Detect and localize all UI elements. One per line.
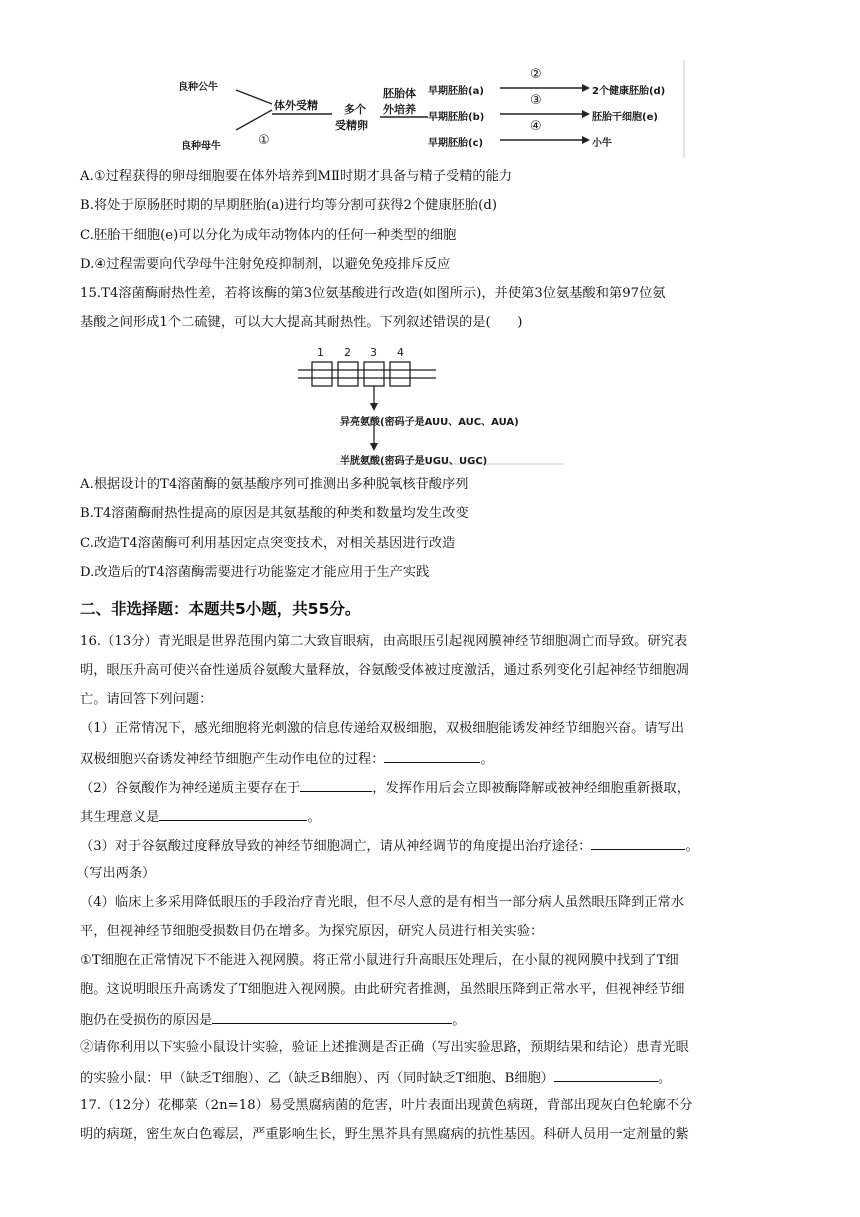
q16-part4-prompt: 胞仍在受损伤的原因是: [80, 1013, 213, 1028]
output-e-label: 胚胎干细胞(e): [592, 112, 658, 123]
cysteine-label: 半胱氨酸(密码子是UGU、UGC): [340, 456, 488, 467]
q15-stem-line1: 15.T4溶菌酶耐热性差，若将该酶的第3位氨基酸进行改造(如图所示)，并使第3位氨基酸和第97位氨: [80, 286, 666, 301]
q16-part1-line1: （1）正常情况下，感光细胞将光刺激的信息传递给双极细胞，双极细胞能诱发神经节细胞兴奋。请写出: [80, 721, 685, 736]
q16-part4-blank2[interactable]: [554, 1068, 658, 1082]
q14-option-a: A.①过程获得的卵母细胞要在体外培养到MⅡ时期才具备与精子受精的能力: [80, 169, 513, 184]
q16-part3-prompt: （3）对于谷氨酸过度释放导致的神经节细胞凋亡，请从神经调节的角度提出治疗途径：: [80, 839, 592, 854]
q16-part2-blank2[interactable]: [159, 807, 307, 821]
q16-line2: 明，眼压升高可使兴奋性递质谷氨酸大量释放，谷氨酸受体被过度激活，通过系列变化引起神经节细胞凋: [80, 663, 689, 678]
q15-option-b: B.T4溶菌酶耐热性提高的原因是其氨基酸的种类和数量均发生改变: [80, 506, 469, 521]
cow-label: 良种母牛: [181, 141, 221, 152]
q16-part4-line1: （4）临床上多采用降低眼压的手段治疗青光眼，但不尽人意的是有相当一部分病人虽然眼压降到正常水: [80, 895, 685, 910]
bull-label: 良种公牛: [178, 82, 218, 93]
q14-option-d: D.④过程需要向代孕母牛注射免疫抑制剂，以避免免疫排斥反应: [80, 257, 451, 272]
q14-option-b: B.将处于原肠胚时期的早期胚胎(a)进行均等分割可获得2个健康胚胎(d): [80, 198, 498, 213]
q16-part4-line7: [80, 1068, 671, 1088]
section-heading: [80, 597, 360, 619]
embryo-a-label: 早期胚胎(a): [428, 86, 484, 97]
q15-option-c: C.改造T4溶菌酶可利用基因定点突变技术，对相关基因进行改造: [80, 536, 456, 551]
q16-part4-end1: 。: [452, 1013, 466, 1028]
step3-marker: ③: [530, 93, 542, 108]
q17-line2: 明的病斑，密生灰白色霉层，严重影响生长，野生黑芥具有黑腐病的抗性基因。科研人员用一定剂量的紫: [80, 1127, 689, 1142]
step2-marker: ②: [530, 67, 542, 82]
q16-part3-end: 。: [685, 839, 699, 854]
q15-stem-line2: 基酸之间形成1个二硫键，可以大大提高其耐热性。下列叙述错误的是( ): [80, 315, 523, 330]
position-1: 1: [317, 346, 324, 359]
q16-part4-line3: ①T细胞在正常情况下不能进入视网膜。将正常小鼠进行升高眼压处理后，在小鼠的视网膜中找到了T细: [80, 953, 679, 968]
q16-part3-blank[interactable]: [591, 836, 685, 850]
zygote-label-1: 多个: [344, 103, 366, 116]
q16-part1-end: 。: [480, 752, 494, 767]
q16-part2-line1: [80, 778, 690, 798]
q16-part2-prompt2: 其生理意义是: [80, 810, 160, 825]
q16-part3-line1: [80, 836, 699, 856]
position-3: 3: [370, 346, 377, 359]
q16-part2-line2: [80, 807, 321, 827]
q16-part3-line2: （写出两条）: [76, 866, 156, 881]
q16-part4-line2: 平，但视神经节细胞受损数目仍在增多。为探究原因，研究人员进行相关实验：: [80, 924, 544, 939]
embryo-c-label: 早期胚胎(c): [428, 138, 484, 149]
q16-part2-cont: ，发挥作用后会立即被酶降解或被神经细胞重新摄取，: [372, 781, 690, 796]
embryo-b-label: 早期胚胎(b): [428, 112, 485, 123]
culture-label-1: 胚胎体: [383, 87, 416, 100]
q16-part1-blank[interactable]: [384, 749, 480, 763]
q15-option-a: A.根据设计的T4溶菌酶的氨基酸序列可推测出多种脱氧核苷酸序列: [80, 477, 469, 492]
q16-part4-end2: 。: [658, 1071, 672, 1086]
zygote-label-2: 受精卵: [335, 119, 368, 132]
q16-part4-line4: 胞。这说明眼压升高诱发了T细胞进入视网膜。由此研究者推测，虽然眼压降到正常水平，但视神经节细: [80, 982, 685, 997]
mutation-diagram-lines: [0, 0, 860, 480]
q16-part2-end: 。: [307, 810, 321, 825]
isoleucine-label: 异亮氨酸(密码子是AUU、AUC、AUA): [340, 417, 519, 428]
position-2: 2: [344, 346, 351, 359]
step1-marker: ①: [258, 133, 270, 148]
q16-part2-blank1[interactable]: [300, 778, 372, 792]
q16-line3: 亡。请回答下列问题：: [80, 692, 213, 707]
q16-part4-line6: ②请你利用以下实验小鼠设计实验，验证上述推测是否正确（写出实验思路，预期结果和结论）患青光眼: [80, 1040, 689, 1055]
q16-part4-blank1[interactable]: [212, 1010, 452, 1024]
section-desc: 本题共5小题，共55分。: [188, 600, 361, 618]
output-d-label: 2个健康胚胎(d): [592, 86, 666, 97]
q16-part1-prompt: 双极细胞兴奋诱发神经节细胞产生动作电位的过程：: [80, 752, 385, 767]
q15-option-d: D.改造后的T4溶菌酶需要进行功能鉴定才能应用于生产实践: [80, 565, 430, 580]
q16-part4-line5: [80, 1010, 466, 1030]
q14-option-c: C.胚胎干细胞(e)可以分化为成年动物体内的任何一种类型的细胞: [80, 228, 457, 243]
q16-part1-line2: [80, 749, 494, 769]
section-label: 二、非选择题：: [80, 600, 189, 618]
q16-part2-prompt: （2）谷氨酸作为神经递质主要存在于: [80, 781, 301, 796]
position-4: 4: [397, 346, 404, 359]
q17-line1: 17.（12分）花椰菜（2n=18）易受黑腐病菌的危害，叶片表面出现黄色病斑，背部出现灰白色轮廓不分: [80, 1098, 693, 1113]
step4-marker: ④: [530, 119, 542, 134]
ivf-label: 体外受精: [274, 99, 318, 112]
q16-line1: 16.（13分）青光眼是世界范围内第二大致盲眼病，由高眼压引起视网膜神经节细胞凋亡而导致。研究表: [80, 634, 688, 649]
culture-label-2: 外培养: [383, 103, 416, 116]
q16-part4-prompt2: 的实验小鼠：甲（缺乏T细胞）、乙（缺乏B细胞）、丙（同时缺乏T细胞、B细胞）: [80, 1071, 555, 1086]
output-f-label: 小牛: [592, 138, 612, 149]
